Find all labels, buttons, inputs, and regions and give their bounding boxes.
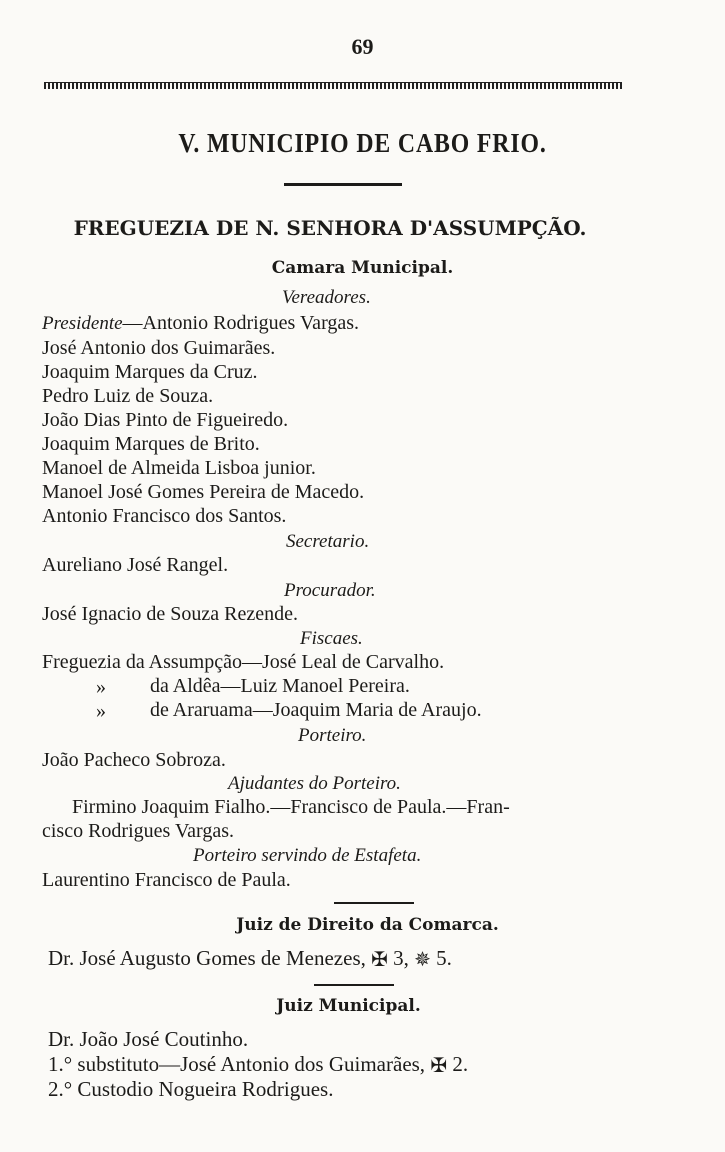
vereador-8: Antonio Francisco dos Santos. (42, 505, 287, 527)
vereador-5: Joaquim Marques de Brito. (42, 433, 260, 455)
title-divider (284, 183, 402, 186)
juiz-direito-heading: Juiz de Direito da Comarca. (236, 915, 499, 935)
juiz-direito-line (48, 946, 452, 972)
fiscal-1: Freguezia da Assumpção—José Leal de Carvalho. (42, 651, 445, 673)
vereador-3: Pedro Luiz de Souza. (42, 385, 214, 407)
rose-order-icon: ✵ (414, 949, 431, 971)
vereador-1: José Antonio dos Guimarães. (42, 337, 276, 359)
camara-heading: Camara Municipal. (271, 258, 454, 278)
order-2-number: 5. (436, 946, 452, 970)
ditto-mark-1: » (96, 676, 106, 698)
vereadores-label: Vereadores. (282, 287, 371, 308)
procurador-name: José Ignacio de Souza Rezende. (42, 603, 299, 625)
section-divider-2 (314, 984, 394, 986)
fiscal-3: de Araruama—Joaquim Maria de Araujo. (150, 699, 482, 721)
porteiro-name: João Pacheco Sobroza. (42, 749, 226, 771)
secretario-name: Aureliano José Rangel. (42, 554, 229, 576)
ditto-mark-2: » (96, 700, 106, 722)
juiz-municipal-heading: Juiz Municipal. (276, 996, 421, 1016)
ajudantes-line-1: Firmino Joaquim Fialho.—Francisco de Paula.—Fran- (72, 796, 510, 818)
cross-of-christ-icon: ✠ (430, 1055, 448, 1077)
juiz-municipal-name: Dr. João José Coutinho. (48, 1027, 249, 1051)
parish-heading: FREGUEZIA DE N. SENHORA D'ASSUMPÇÃO. (73, 216, 587, 240)
presidente-label: Presidente (42, 313, 123, 334)
page-number: 69 (351, 34, 374, 59)
decorative-wavy-rule (44, 82, 622, 89)
presidente-name: —Antonio Rodrigues Vargas. (122, 312, 360, 334)
vereador-2: Joaquim Marques da Cruz. (42, 361, 258, 383)
chapter-title: V. MUNICIPIO DE CABO FRIO. (178, 128, 547, 158)
presidente-line (42, 312, 359, 335)
order-1-number: 3, (393, 946, 409, 970)
juiz-direito-name: Dr. José Augusto Gomes de Menezes, (48, 946, 366, 970)
procurador-label: Procurador. (284, 580, 376, 601)
ajudantes-line-2: cisco Rodrigues Vargas. (42, 820, 235, 842)
porteiro-label: Porteiro. (298, 725, 367, 746)
substitute-1-line (48, 1052, 468, 1078)
estafeta-name: Laurentino Francisco de Paula. (42, 869, 291, 891)
substitute-1-number: 2. (452, 1052, 469, 1076)
vereador-4: João Dias Pinto de Figueiredo. (42, 409, 289, 431)
substitute-1-text: 1.° substituto—José Antonio dos Guimarães, (48, 1052, 426, 1076)
secretario-label: Secretario. (286, 531, 370, 552)
substitute-2-line: 2.° Custodio Nogueira Rodrigues. (48, 1077, 334, 1101)
estafeta-label: Porteiro servindo de Estafeta. (193, 845, 422, 866)
section-divider-1 (334, 902, 414, 904)
cross-of-christ-icon: ✠ (371, 949, 388, 971)
vereador-6: Manoel de Almeida Lisboa junior. (42, 457, 316, 479)
fiscaes-label: Fiscaes. (300, 628, 363, 649)
ajudantes-label: Ajudantes do Porteiro. (228, 773, 401, 794)
fiscal-2: da Aldêa—Luiz Manoel Pereira. (150, 675, 410, 697)
vereador-7: Manoel José Gomes Pereira de Macedo. (42, 481, 365, 503)
